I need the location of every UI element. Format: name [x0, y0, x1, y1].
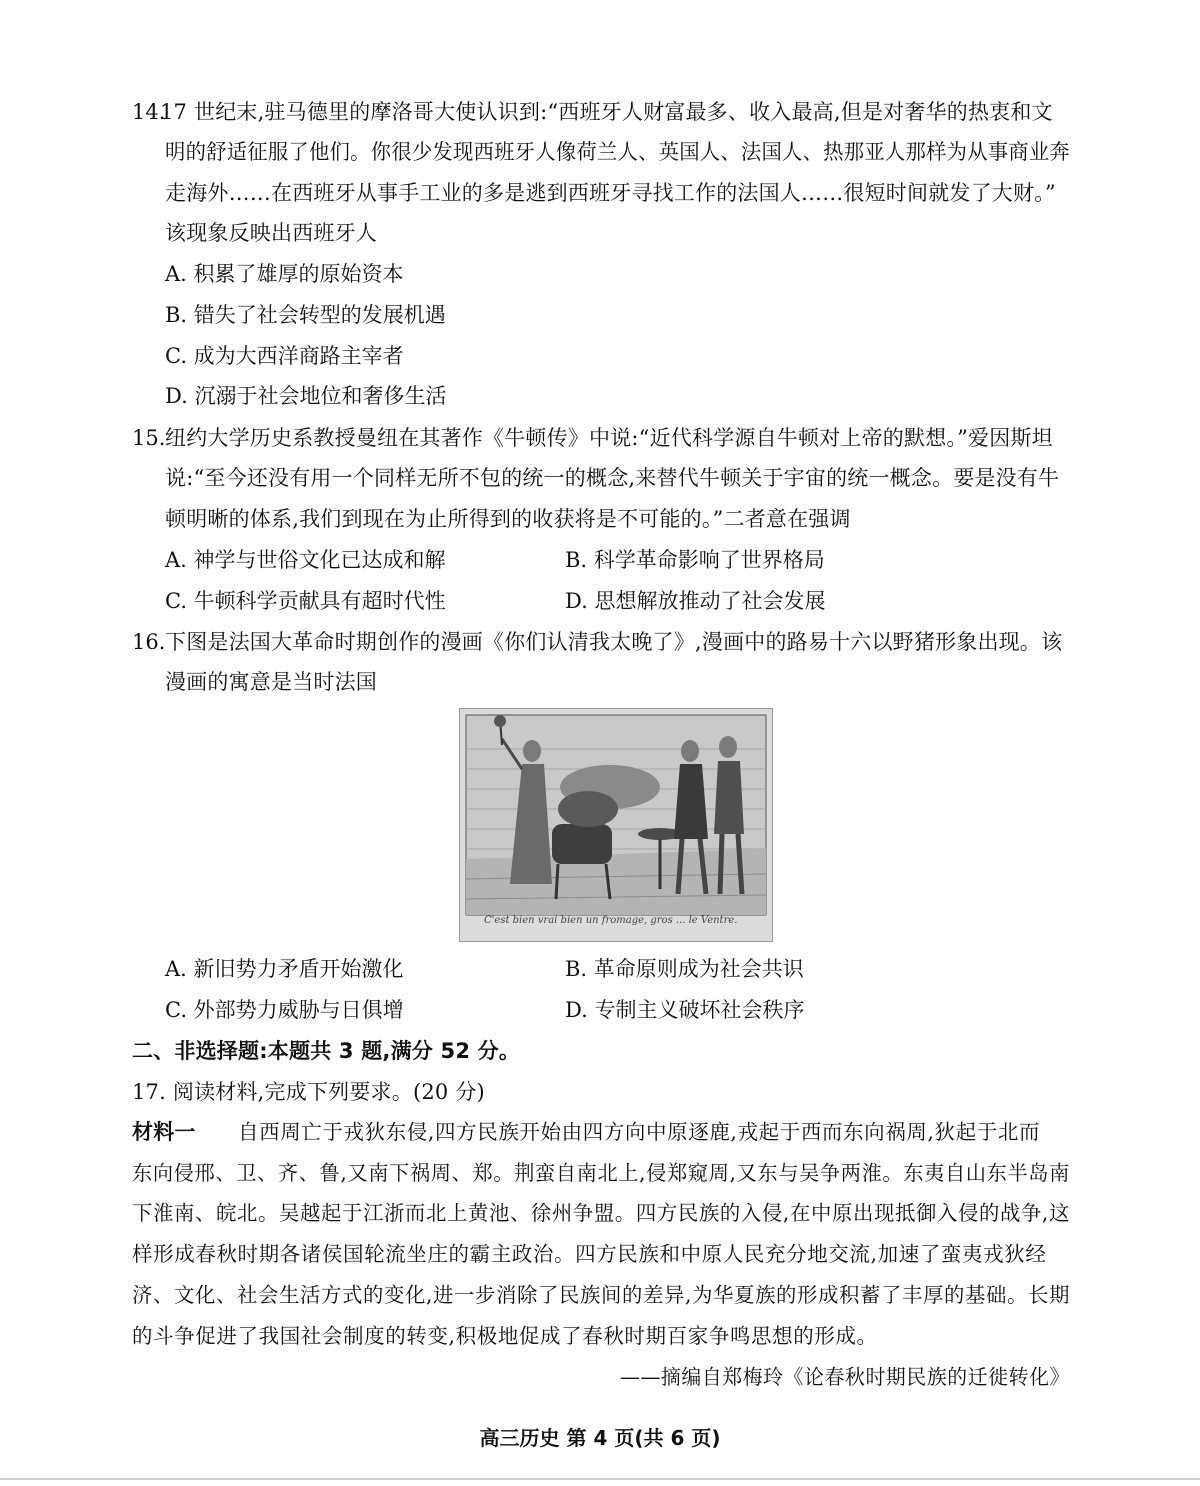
material-1-line-6: 的斗争促进了我国社会制度的转变,积极地促成了春秋时期百家争鸣思想的形成。: [132, 1324, 878, 1348]
q15-option-b: B. 科学革命影响了世界格局: [565, 548, 825, 572]
q15-option-c: C. 牛顿科学贡献具有超时代性: [165, 589, 446, 613]
material-1-line-4: 样形成春秋时期各诸侯国轮流坐庄的霸主政治。四方民族和中原人民充分地交流,加速了蛮夷戎狄经: [132, 1242, 1047, 1266]
q16-option-d: D. 专制主义破坏社会秩序: [565, 998, 805, 1022]
q15-option-d: D. 思想解放推动了社会发展: [565, 589, 826, 613]
material-1-line-5: 济、文化、社会生活方式的变化,进一步消除了民族间的差异,为华夏族的形成积蓄了丰厚的基础。长期: [132, 1283, 1071, 1307]
material-1-line-3: 下淮南、皖北。吴越起于江浙而北上黄池、徐州争盟。四方民族的入侵,在中原出现抵御入侵的战争,这: [132, 1201, 1071, 1225]
q17-intro: 17. 阅读材料,完成下列要求。(20 分): [132, 1080, 485, 1104]
q14-line-2: 明的舒适征服了他们。你很少发现西班牙人像荷兰人、英国人、法国人、热那亚人那样为从事商业奔: [165, 140, 1070, 164]
q14-line-1: 17 世纪末,驻马德里的摩洛哥大使认识到:“西班牙人财富最多、收入最高,但是对奢华的热衷和文: [160, 100, 1053, 124]
q14-line-3: 走海外……在西班牙从事手工业的多是逃到西班牙寻找工作的法国人……很短时间就发了大财。”: [165, 181, 1056, 205]
material-1-source: ——摘编自郑梅玲《论春秋时期民族的迁徙转化》: [620, 1365, 1070, 1389]
q16-option-a: A. 新旧势力矛盾开始激化: [165, 957, 404, 981]
q16-line-2: 漫画的寓意是当时法国: [165, 670, 377, 694]
q15-line-3: 顿明晰的体系,我们到现在为止所得到的收获将是不可能的。”二者意在强调: [165, 507, 851, 531]
q14-option-c: C. 成为大西洋商路主宰者: [165, 344, 404, 368]
cartoon-caption: C'est bien vrai bien un fromage, gros ... le Ventre.: [484, 915, 738, 926]
q14-line-4: 该现象反映出西班牙人: [165, 221, 377, 245]
revolution-cartoon-image: [459, 708, 773, 942]
q15-number: 15.: [132, 426, 166, 450]
q15-line-1: 纽约大学历史系教授曼纽在其著作《牛顿传》中说:“近代科学源自牛顿对上帝的默想。”爱因斯坦: [165, 426, 1053, 450]
bottom-divider: [0, 1478, 1200, 1480]
material-1-line-2: 东向侵邢、卫、齐、鲁,又南下祸周、郑。荆蛮自南北上,侵郑窥周,又东与吴争两淮。东夷自山东半岛南: [132, 1161, 1070, 1185]
q15-line-2: 说:“至今还没有用一个同样无所不包的统一的概念,来替代牛顿关于宇宙的统一概念。要是没有牛: [165, 466, 1060, 490]
q14-number: 14.: [132, 100, 166, 124]
q16-line-1: 下图是法国大革命时期创作的漫画《你们认清我太晚了》,漫画中的路易十六以野猪形象出现。该: [165, 630, 1063, 654]
page-footer: 高三历史 第 4 页(共 6 页): [479, 1426, 721, 1450]
q15-option-a: A. 神学与世俗文化已达成和解: [165, 548, 446, 572]
q14-option-a: A. 积累了雄厚的原始资本: [165, 262, 404, 286]
q16-option-c: C. 外部势力威胁与日俱增: [165, 998, 404, 1022]
q14-option-d: D. 沉溺于社会地位和奢侈生活: [165, 384, 447, 408]
material-1-label: 材料一: [132, 1120, 196, 1144]
q16-number: 16.: [132, 630, 166, 654]
section-2-heading: 二、非选择题:本题共 3 题,满分 52 分。: [132, 1039, 521, 1063]
q16-option-b: B. 革命原则成为社会共识: [565, 957, 804, 981]
cartoon-illustration: [460, 709, 772, 941]
q14-option-b: B. 错失了社会转型的发展机遇: [165, 303, 446, 327]
material-1-line-1: 自西周亡于戎狄东侵,四方民族开始由四方向中原逐鹿,戎起于西而东向祸周,狄起于北而: [238, 1120, 1041, 1144]
